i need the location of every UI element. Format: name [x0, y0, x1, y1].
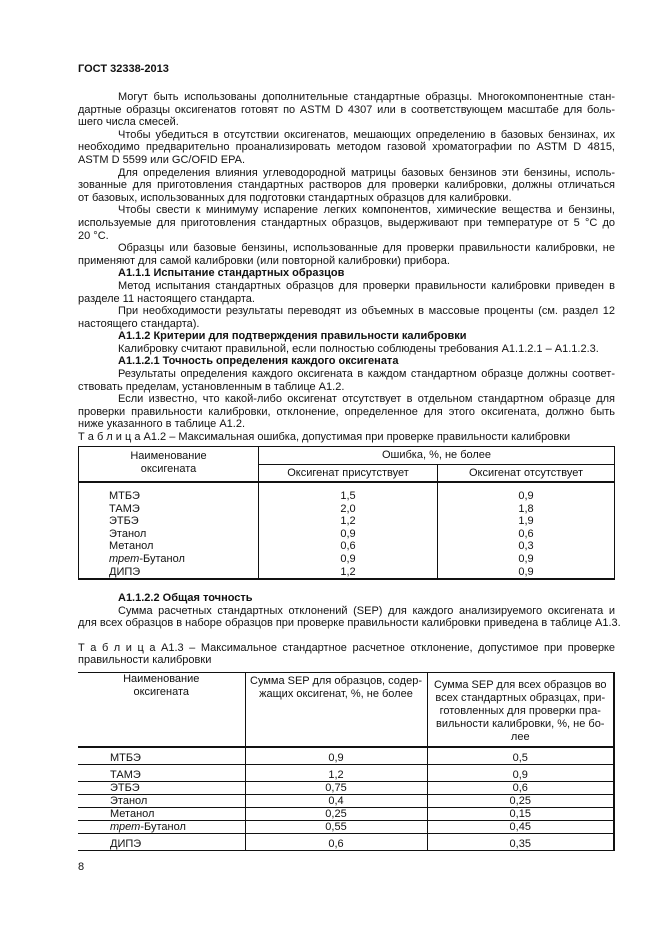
table-row — [79, 553, 615, 566]
oxygenate-cell — [79, 503, 259, 516]
oxygenate-cell — [78, 820, 245, 833]
section-heading: А1.1.2 Критерии для подтверждения правильности калибровки — [118, 330, 467, 343]
column-header-name: Наименование оксигената — [78, 673, 245, 748]
oxygenate-cell — [79, 540, 259, 553]
oxygenate-cell — [78, 781, 245, 794]
table-row — [78, 781, 614, 794]
oxygenate-cell — [79, 528, 259, 541]
table-row — [79, 515, 615, 528]
paragraph-line: разделе 11 настоящего стандарта. — [78, 292, 255, 305]
absent-value: 0,9 — [438, 553, 615, 566]
paragraph-line: ствовать пределам, установленным в таблице А1.2. — [78, 380, 345, 393]
sep-containing-value: 0,25 — [245, 807, 427, 820]
absent-value: 1,8 — [438, 503, 615, 516]
paragraph-line: Метод испытания стандартных образцов для проверки правильности калибровки приведен в — [118, 279, 615, 292]
table-a1-2 — [78, 446, 615, 580]
paragraph-line: для всех образцов в наборе образцов при проверке правильности калибровки приведена в таблице А1.3. — [78, 617, 621, 630]
oxygenate-cell — [78, 807, 245, 820]
table-caption: Т а б л и ц а А1.2 – Максимальная ошибка, допустимая при проверке правильности калибровки — [78, 431, 571, 444]
table-row — [79, 503, 615, 516]
present-value: 1,2 — [259, 515, 438, 528]
page-number: 8 — [78, 861, 85, 873]
present-value: 0,9 — [259, 528, 438, 541]
oxygenate-cell — [79, 515, 259, 528]
sep-containing-value: 0,55 — [245, 820, 427, 833]
table-caption: правильности калибровки — [78, 654, 212, 667]
present-value: 0,6 — [259, 540, 438, 553]
table-row — [78, 833, 614, 850]
oxygenate-cell — [79, 482, 259, 503]
paragraph-line: используемые для приготовления стандартных образцов, выдерживают при температуре от 5 °C до — [78, 216, 615, 229]
paragraph-line: шего числа смесей. — [78, 116, 179, 129]
section-heading: А1.1.2.2 Общая точность — [118, 592, 253, 604]
paragraph-line: настоящего стандарта). — [78, 317, 200, 330]
paragraph-line: проверки правильности калибровки, отклонение, определенное для этого оксигената, должно быть — [78, 405, 615, 418]
sep-all-value: 0,5 — [427, 747, 614, 764]
column-header-absent: Оксигенат отсутствует — [438, 465, 615, 483]
paragraph-line: ниже указанного в таблице А1.2. — [78, 418, 246, 431]
column-header-present: Оксигенат присутствует — [259, 465, 438, 483]
paragraph-line: применяют для самой калибровки (или повторной калибровки) прибора. — [78, 254, 450, 267]
absent-value: 0,6 — [438, 528, 615, 541]
absent-value: 0,3 — [438, 540, 615, 553]
present-value: 0,9 — [259, 553, 438, 566]
paragraph-line: дартные образцы оксигенатов готовят по ASTM D 4307 или в соответствующем масштабе для боль- — [78, 103, 615, 116]
paragraph-line: При необходимости результаты переводят из объемных в массовые проценты (см. раздел 12 — [118, 305, 615, 318]
oxygenate-cell — [79, 566, 259, 580]
column-header-name: Наименование оксигената — [79, 447, 259, 483]
table-row — [78, 807, 614, 820]
paragraph-line: Могут быть использованы дополнительные стандартные образцы. Многокомпонентные стан- — [118, 91, 615, 103]
oxygenate-name: Этанол — [109, 527, 147, 540]
oxygenate-name: ТАМЭ — [110, 768, 141, 781]
present-value: 1,2 — [259, 566, 438, 580]
sep-containing-value: 0,6 — [245, 833, 427, 850]
sep-all-value: 0,45 — [427, 820, 614, 833]
paragraph-line: Чтобы свести к минимуму испарение легких компонентов, химические вещества и бензины, — [118, 204, 615, 217]
oxygenate-cell — [78, 833, 245, 850]
table-row — [78, 794, 614, 807]
name-prefix: трет — [110, 820, 141, 833]
table-a1-3 — [78, 672, 615, 851]
paragraph-line: зованные для приготовления стандартных растворов для проверки калибровки, должны отличаться — [78, 179, 615, 192]
table-row — [78, 764, 614, 781]
paragraph-line: необходимо предварительно проанализировать методом газовой хроматографии по ASTM D 4815, — [78, 141, 615, 154]
paragraph-line: ASTM D 5599 или GC/OFID EPA. — [78, 153, 246, 166]
oxygenate-name: ДИПЭ — [110, 837, 142, 850]
oxygenate-name: ЭТБЭ — [109, 515, 139, 528]
name-prefix: трет — [109, 552, 140, 565]
sep-all-value: 0,35 — [427, 833, 614, 850]
oxygenate-name: Метанол — [110, 807, 155, 820]
present-value: 2,0 — [259, 503, 438, 516]
sep-containing-value: 0,9 — [245, 747, 427, 764]
oxygenate-name: ТАМЭ — [109, 502, 140, 515]
oxygenate-cell — [79, 553, 259, 566]
absent-value: 0,9 — [438, 566, 615, 580]
paragraph-line: Чтобы убедиться в отсутствии оксигенатов, мешающих определению в базовых бензинах, их — [118, 128, 615, 141]
oxygenate-cell — [78, 747, 245, 764]
paragraph-line: Для определения влияния углеводородной матрицы базовых бензинов эти бензины, исполь- — [118, 166, 615, 179]
column-header-sep-all: Сумма SEP для всех образцов во всех стандартных образцах, при-готовленных для проверки пра-вильности калибровки, %, не бо-лее — [427, 673, 614, 748]
oxygenate-cell — [78, 794, 245, 807]
absent-value: 0,9 — [438, 482, 615, 503]
paragraph-line: Результаты определения каждого оксигената в каждом стандартном образце должны соответ- — [118, 368, 615, 381]
sep-containing-value: 0,4 — [245, 794, 427, 807]
sep-all-value: 0,15 — [427, 807, 614, 820]
column-header-error: Ошибка, %, не более — [259, 447, 615, 465]
oxygenate-name: Метанол — [109, 540, 154, 553]
paragraph-line: Образцы или базовые бензины, использованные для проверки правильности калибровки, не — [118, 242, 615, 255]
oxygenate-cell — [78, 764, 245, 781]
sep-containing-value: 1,2 — [245, 764, 427, 781]
oxygenate-name: Этанол — [110, 794, 148, 807]
table-row — [79, 482, 615, 503]
sep-all-value: 0,6 — [427, 781, 614, 794]
sep-containing-value: 0,75 — [245, 781, 427, 794]
section-heading: А1.1.2.1 Точность определения каждого оксигената — [118, 355, 399, 368]
paragraph-line: от базовых, использованных для подготовки стандартных образцов для калибровки. — [78, 191, 512, 204]
sep-all-value: 0,25 — [427, 794, 614, 807]
oxygenate-name: МТБЭ — [109, 490, 140, 502]
table-row — [78, 820, 614, 833]
paragraph-line: Калибровку считают правильной, если полностью соблюдены требования А1.1.2.1 – А1.1.2.3. — [118, 342, 599, 355]
table-row — [78, 747, 614, 764]
present-value: 1,5 — [259, 482, 438, 503]
paragraph-line: 20 °C. — [78, 229, 109, 242]
table-row — [79, 566, 615, 580]
body-text-mid — [78, 592, 621, 667]
table-caption: Т а б л и ц а А1.3 – Максимальное стандартное расчетное отклонение, допустимое при проверке — [78, 641, 615, 654]
sep-all-value: 0,9 — [427, 764, 614, 781]
oxygenate-name: ДИПЭ — [109, 565, 141, 578]
paragraph-line: Сумма расчетных стандартных отклонений (SEP) для каждого анализируемого оксигената и — [118, 604, 615, 617]
table-row — [79, 540, 615, 553]
column-header-sep-containing: Сумма SEP для образцов, содер-жащих оксигенат, %, не более — [245, 673, 427, 748]
absent-value: 1,9 — [438, 515, 615, 528]
paragraph-line: Если известно, что какой-либо оксигенат отсутствует в отдельном стандартном образце для — [118, 393, 615, 406]
table-row — [79, 528, 615, 541]
section-heading: А1.1.1 Испытание стандартных образцов — [118, 267, 345, 280]
oxygenate-name: МТБЭ — [110, 751, 141, 764]
oxygenate-name: -Бутанол — [140, 820, 186, 833]
body-text-top — [78, 91, 615, 444]
document-header: ГОСТ 32338-2013 — [78, 63, 169, 75]
oxygenate-name: -Бутанол — [139, 552, 185, 565]
oxygenate-name: ЭТБЭ — [110, 781, 140, 794]
